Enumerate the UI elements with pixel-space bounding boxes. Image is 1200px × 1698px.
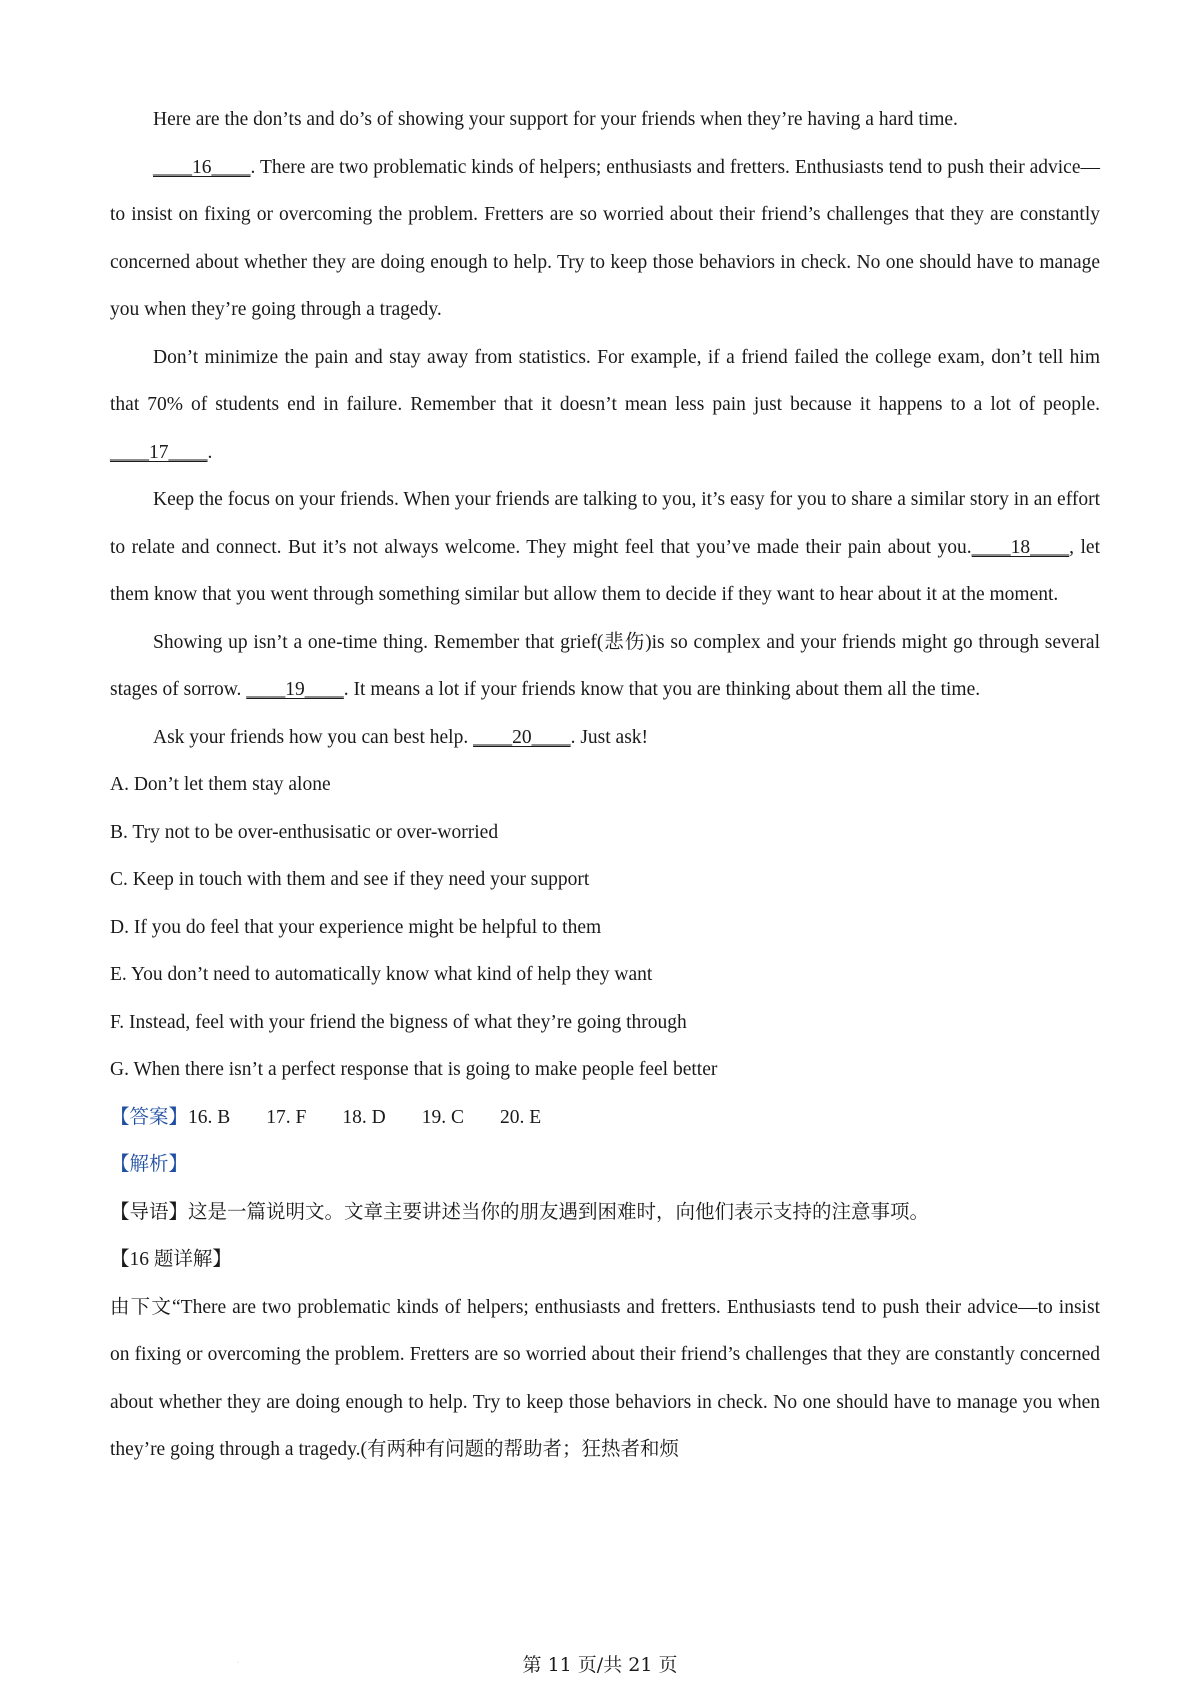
answer-tag: 【答案】 [110,1106,189,1128]
blank-19: ____19____ [246,679,344,700]
paragraph-19-end: . It means a lot if your friends know that you are thinking about them all the time. [343,679,981,700]
q16-title: 【16 题详解】 [110,1249,232,1270]
paragraph-19 [110,619,1100,714]
answer-19: 19. C [421,1106,464,1128]
paragraph-18-text: Keep the focus on your friends. When your friends are talking to you, it’s easy for you to share a similar story in an effort to relate and connect. But it’s not always welcome. They might feel that you’ve made their pain about you. [110,489,1100,558]
analysis-tag: 【解析】 [110,1154,189,1175]
paragraph-16-text: . There are two problematic kinds of helpers; enthusiasts and fretters. Enthusiasts tend to push their advice—to insist on fixing or overcoming the problem. Fretters are so worried about their friend’s challenges that they are constantly concerned about whether they are doing enough to help. Try to keep those behaviors in check. No one should have to manage you when they’re going through a tragedy. [110,156,1100,320]
option-f: F. Instead, feel with your friend the bigness of what they’re going through [110,1011,687,1033]
blank-17: ____17____ [110,441,208,463]
paragraph-18-end: , let them know that you went through something similar but allow them to decide if they want to hear about it at the moment. [110,536,1100,605]
option-b: B. Try not to be over-enthusisatic or over-worried [110,821,499,843]
paragraph-17 [110,334,1100,477]
blank-20: ____20____ [473,726,571,748]
answer-17: 17. F [266,1106,307,1128]
paragraph-19-text: Showing up isn’t a one-time thing. Remember that grief(悲伤)is so complex and your friends might go through several stages of sorrow. [110,631,1100,700]
document-body [110,96,1100,1474]
option-c: C. Keep in touch with them and see if they need your support [110,869,590,890]
paragraph-17-end: . [207,441,213,463]
blank-16: ____16____ [153,156,251,178]
paragraph-20 [110,714,1100,762]
option-e: E. You don’t need to automatically know what kind of help they want [110,964,653,985]
page-footer: 第 11 页/共 21 页 [522,1654,678,1676]
answer-row [110,1094,1100,1142]
intro-paragraph: Here are the don’ts and do’s of showing your support for your friends when they’re having a hard time. [153,109,958,130]
paragraph-18 [110,476,1100,619]
answer-20: 20. E [500,1106,542,1128]
blank-18: ____18____ [971,536,1070,558]
option-d: D. If you do feel that your experience might be helpful to them [110,916,602,938]
paragraph-17-text: Don’t minimize the pain and stay away from statistics. For example, if a friend failed the college exam, don’t tell him that 70% of students end in failure. Remember that it doesn’t mean less pain just because it happens to a lot of people. [110,346,1100,415]
answer-16: 16. B [188,1106,231,1128]
answer-18: 18. D [342,1106,386,1128]
option-g: G. When there isn’t a perfect response that is going to make people feel better [110,1059,718,1080]
guide-text: 【导语】这是一篇说明文。文章主要讲述当你的朋友遇到困难时，向他们表示支持的注意事项。 [110,1201,930,1223]
paragraph-16 [110,144,1100,334]
paragraph-20-text: Ask your friends how you can best help. [153,726,474,748]
paragraph-20-end: . Just ask! [570,726,649,748]
decorative-dot: · [237,1660,239,1666]
option-a: A. Don’t let them stay alone [110,774,331,795]
q16-explanation: 由下文“There are two problematic kinds of helpers; enthusiasts and fretters. Enthusiasts tend to push their advice—to insist on fixing or overcoming the problem. Fretters are so worried about their friend’s challenges that they are constantly concerned about whether they are doing enough to help. Try to keep those behaviors in check. No one should have to manage you when they’re going through a tragedy.(有两种有问题的帮助者；狂热者和烦 [110,1296,1100,1460]
